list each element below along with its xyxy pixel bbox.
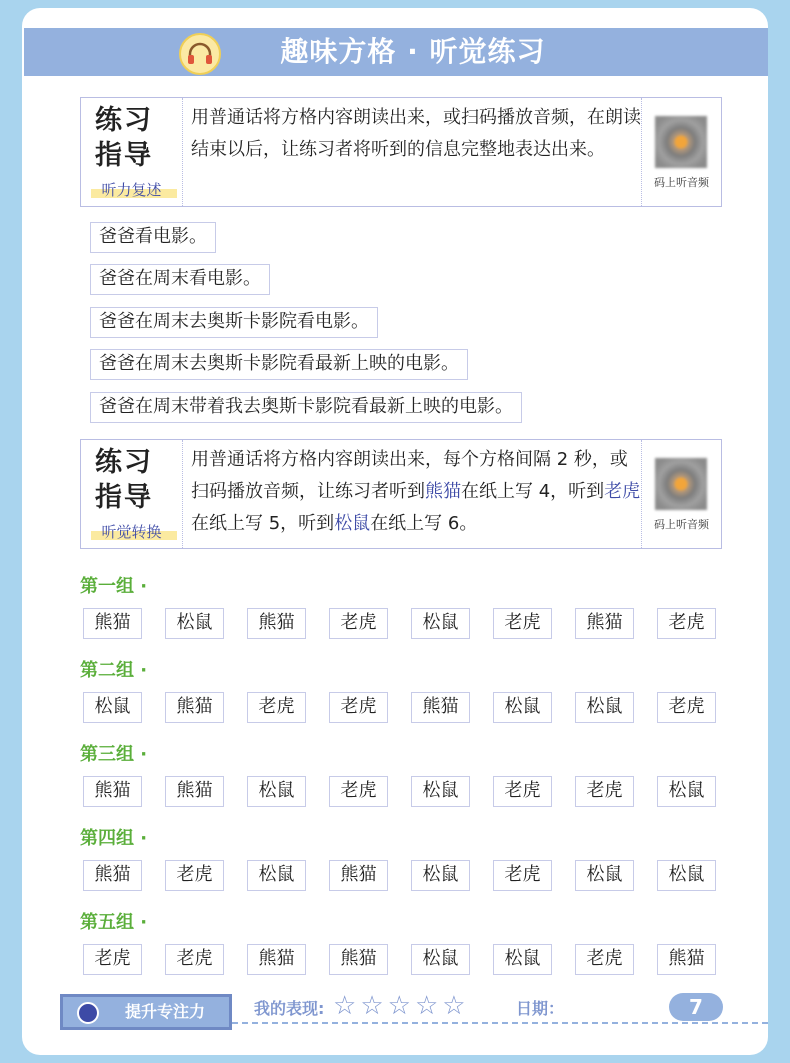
word-cell: 松鼠 (411, 944, 470, 975)
word-cell: 老虎 (329, 776, 388, 807)
word-cell: 老虎 (247, 692, 306, 723)
guide-label (81, 98, 183, 206)
qr-caption: 码上听音频 (654, 176, 709, 189)
word-cell: 熊猫 (83, 860, 142, 891)
focus-label: 提升专注力 (125, 1002, 206, 1021)
word-cell: 老虎 (657, 692, 716, 723)
word-cell: 松鼠 (575, 860, 634, 891)
guide-box-auditory-conversion (80, 439, 722, 549)
word-cell: 熊猫 (329, 944, 388, 975)
word-cell: 老虎 (493, 608, 552, 639)
group-label: 第一组 · (80, 576, 148, 597)
rating-stars[interactable] (333, 993, 466, 1019)
keyword-tiger: 老虎 (604, 481, 641, 502)
word-cell: 熊猫 (329, 860, 388, 891)
word-cell: 熊猫 (247, 944, 306, 975)
guide-title: 练习 指导 (95, 447, 153, 513)
word-cell: 松鼠 (411, 608, 470, 639)
star-icon[interactable]: ☆ (387, 991, 411, 1021)
group-label: 第三组 · (80, 744, 148, 765)
guide-instructions: 用普通话将方格内容朗读出来，每个方格间隔 2 秒，或扫码播放音频，让练习者听到熊猫在纸上写 4，听到老虎在纸上写 5，听到松鼠在纸上写 6。 (191, 449, 641, 534)
qr-area (641, 98, 721, 206)
word-cell: 松鼠 (247, 860, 306, 891)
word-cell: 熊猫 (83, 608, 142, 639)
group-label: 第四组 · (80, 828, 148, 849)
word-cell: 老虎 (493, 776, 552, 807)
word-cell: 熊猫 (657, 944, 716, 975)
star-icon[interactable]: ☆ (333, 991, 357, 1021)
qr-code[interactable] (655, 116, 707, 168)
star-icon[interactable]: ☆ (442, 991, 466, 1021)
performance-label: 我的表现: (254, 999, 325, 1018)
word-cell: 松鼠 (657, 776, 716, 807)
guide-box-listening-recall (80, 97, 722, 207)
keyword-squirrel: 松鼠 (334, 513, 371, 534)
footer-divider (232, 1022, 768, 1024)
word-cell: 老虎 (329, 608, 388, 639)
guide-subtitle: 听力复述 (101, 181, 162, 199)
word-cell: 老虎 (83, 944, 142, 975)
word-cell: 松鼠 (411, 776, 470, 807)
keyword-panda: 熊猫 (425, 481, 461, 502)
word-cell: 松鼠 (575, 692, 634, 723)
word-cell: 松鼠 (657, 860, 716, 891)
sentence-item: 爸爸在周末去奥斯卡影院看电影。 (90, 307, 378, 338)
word-cell: 熊猫 (247, 608, 306, 639)
word-cell: 松鼠 (247, 776, 306, 807)
word-cell: 熊猫 (83, 776, 142, 807)
word-cell: 熊猫 (575, 608, 634, 639)
star-icon[interactable]: ☆ (414, 991, 439, 1021)
word-cell: 松鼠 (165, 608, 224, 639)
word-cell: 松鼠 (493, 692, 552, 723)
page-title: 趣味方格 · 听觉练习 (280, 35, 546, 68)
qr-code[interactable] (655, 458, 707, 510)
guide-label (81, 440, 183, 548)
group-label: 第二组 · (80, 660, 148, 681)
qr-caption: 码上听音频 (654, 518, 709, 531)
sentence-item: 爸爸看电影。 (90, 222, 216, 253)
word-cell: 老虎 (575, 944, 634, 975)
word-cell: 松鼠 (83, 692, 142, 723)
word-cell: 老虎 (657, 608, 716, 639)
guide-instructions: 用普通话将方格内容朗读出来，或扫码播放音频，在朗读结束以后，让练习者将听到的信息完整地表达出来。 (191, 107, 641, 160)
word-cell: 松鼠 (493, 944, 552, 975)
word-cell: 熊猫 (165, 776, 224, 807)
focus-tab (60, 994, 232, 1030)
word-cell: 老虎 (493, 860, 552, 891)
sentence-item: 爸爸在周末去奥斯卡影院看最新上映的电影。 (90, 349, 468, 380)
star-icon[interactable]: ☆ (360, 991, 384, 1021)
group-label: 第五组 · (80, 912, 148, 933)
sentence-item: 爸爸在周末看电影。 (90, 264, 270, 295)
word-cell: 熊猫 (165, 692, 224, 723)
word-cell: 老虎 (165, 944, 224, 975)
sentence-item: 爸爸在周末带着我去奥斯卡影院看最新上映的电影。 (90, 392, 522, 423)
word-cell: 老虎 (165, 860, 224, 891)
word-cell: 松鼠 (411, 860, 470, 891)
date-label: 日期： (516, 999, 565, 1018)
guide-subtitle: 听觉转换 (101, 523, 162, 541)
word-cell: 老虎 (329, 692, 388, 723)
word-cell: 老虎 (575, 776, 634, 807)
guide-title: 练习 指导 (95, 105, 153, 171)
page-number: 7 (669, 993, 723, 1021)
word-cell: 熊猫 (411, 692, 470, 723)
qr-area (641, 440, 721, 548)
focus-icon (77, 1002, 99, 1024)
